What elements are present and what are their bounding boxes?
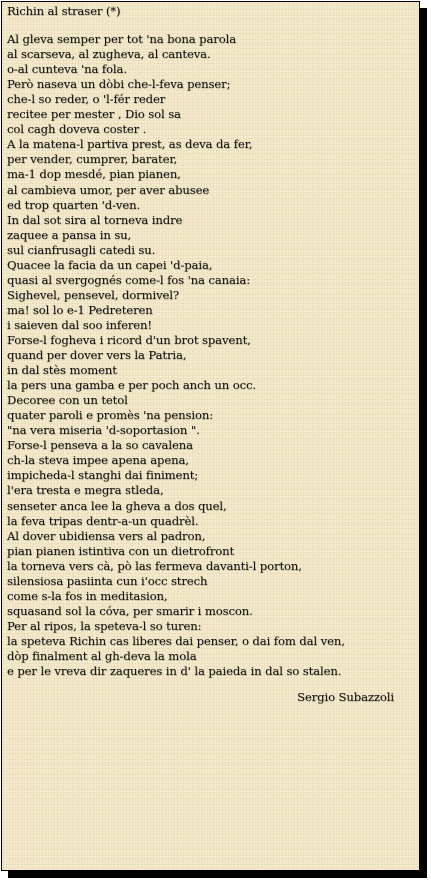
poem-line: Decoree con un tetol — [7, 393, 128, 408]
poem-line: Forse-l fogheva i ricord d'un brot spavent, — [7, 332, 251, 347]
poem-line: zaquee a pansa in su, — [7, 227, 132, 242]
poem-line: squasand sol la cóva, per smarir i moscon. — [7, 603, 253, 618]
poem-line: la feva tripas dentr-a-un quadrèl. — [7, 513, 199, 528]
poem-line: Quacee la facia da un capei 'd-paia, — [7, 257, 213, 272]
poem-line: la speteva Richin cas liberes dai penser, o dai fom dal ven, — [7, 633, 345, 648]
poem-line: come s-la fos in meditasion, — [7, 588, 168, 603]
poem-line: Sighevel, pensevel, dormivel? — [7, 287, 180, 302]
poem-line: i saieven dal soo inferen! — [7, 317, 152, 332]
poem-line: Forse-l penseva a la so cavalena — [7, 438, 193, 453]
poem-line: Per al ripos, la speteva-l so turen: — [7, 618, 202, 633]
poem-line: dòp finalment al gh-deva la mola — [7, 648, 197, 663]
poem-line: che-l so reder, o 'l-fér reder — [7, 92, 166, 107]
poem-line: sul cianfrusagli catedi su. — [7, 242, 156, 257]
poem-line: quasi al svergognés come-l fos 'na canaia: — [7, 272, 251, 287]
poem-line: o-al cunteva 'na fola. — [7, 62, 127, 77]
poem-line: pian pianen istintiva con un dietrofront — [7, 543, 235, 558]
poem-line: in dal stès moment — [7, 363, 117, 378]
author-signature: Sergio Subazzoli — [297, 690, 394, 705]
text-box — [1, 1, 420, 871]
poem-line: Al dover ubidiensa vers al padron, — [7, 528, 206, 543]
poem-line: A la matena-l partiva prest, as deva da fer, — [7, 137, 253, 152]
poem-line: ed trop quarten 'd-ven. — [7, 197, 141, 212]
poem-line: "na vera miseria 'd-soportasion ". — [7, 423, 200, 438]
poem-line: al scarseva, al zugheva, al canteva. — [7, 47, 211, 62]
poem-line: Al gleva semper per tot 'na bona parola — [7, 32, 237, 47]
poem-line: impicheda-l stanghi dai finiment; — [7, 468, 199, 483]
poem-line: per vender, cumprer, barater, — [7, 152, 178, 167]
poem-content — [7, 4, 415, 705]
poem-line: In dal sot sira al torneva indre — [7, 212, 183, 227]
poem-line: Però naseva un dòbi che-l-feva penser; — [7, 77, 231, 92]
poem-line: la pers una gamba e per poch anch un occ. — [7, 378, 256, 393]
poem-line: e per le vreva dir zaqueres in d' la paieda in dal so stalen. — [7, 664, 342, 679]
poem-line: ch-la steva impee apena apena, — [7, 453, 189, 468]
poem-line: ma! sol lo e-1 Pedreteren — [7, 302, 153, 317]
poem-line: al cambieva umor, per aver abusee — [7, 182, 210, 197]
poem-line: recitee per mester , Dio sol sa — [7, 107, 181, 122]
poem-line: la torneva vers cà, pò las fermeva davanti-l porton, — [7, 558, 302, 573]
poem-line: senseter anca lee la gheva a dos quel, — [7, 498, 227, 513]
poem-line: silensiosa pasiinta cun i'occ strech — [7, 573, 208, 588]
poem-line: quater paroli e promès 'na pension: — [7, 408, 213, 423]
poem-line: quand per dover vers la Patria, — [7, 348, 187, 363]
poem-line: ma-1 dop mesdé, pian pianen, — [7, 167, 181, 182]
poem-line: l'era tresta e megra stleda, — [7, 483, 164, 498]
poem-title: Richin al straser (*) — [7, 4, 121, 18]
poem-line: col cagh doveva coster . — [7, 122, 147, 137]
poem-body — [7, 32, 415, 679]
